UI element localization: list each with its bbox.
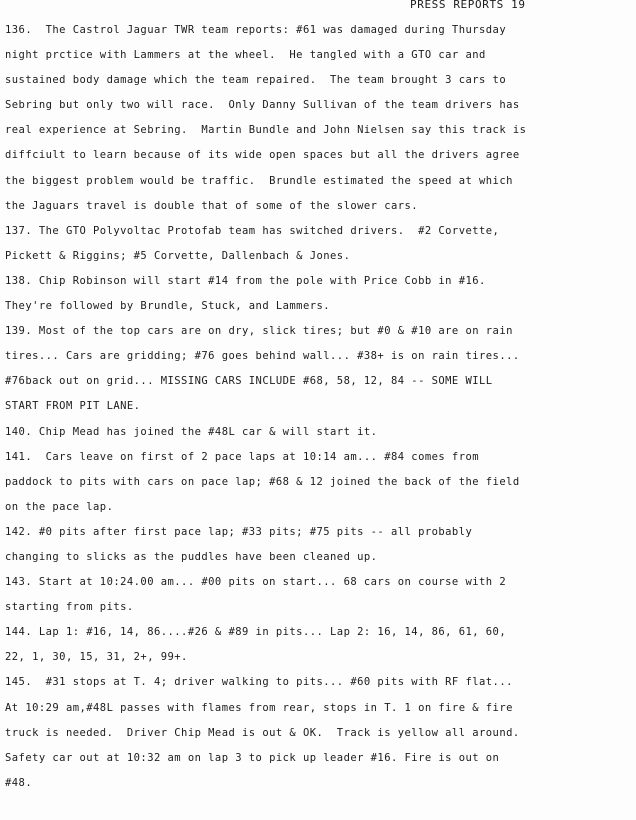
text-line: 140. Chip Mead has joined the #48L car & will start it. xyxy=(5,425,378,438)
text-line: START FROM PIT LANE. xyxy=(5,400,141,413)
text-line: 139. Most of the top cars are on dry, slick tires; but #0 & #10 are on rain xyxy=(5,325,513,338)
report-body xyxy=(5,18,633,796)
text-line: sustained body damage which the team repaired. The team brought 3 cars to xyxy=(5,74,507,87)
text-line: At 10:29 am,#48L passes with flames from rear, stops in T. 1 on fire & fire xyxy=(5,701,513,714)
text-line: 137. The GTO Polyvoltac Protofab team has switched drivers. #2 Corvette, xyxy=(5,224,500,237)
text-line: 144. Lap 1: #16, 14, 86....#26 & #89 in pits... Lap 2: 16, 14, 86, 61, 60, xyxy=(5,626,507,639)
text-line: night prctice with Lammers at the wheel. He tangled with a GTO car and xyxy=(5,49,486,62)
text-line: 142. #0 pits after first pace lap; #33 pits; #75 pits -- all probably xyxy=(5,525,473,538)
text-line: Sebring but only two will race. Only Danny Sullivan of the team drivers has xyxy=(5,99,520,112)
text-line: 136. The Castrol Jaguar TWR team reports: #61 was damaged during Thursday xyxy=(5,24,507,36)
text-line: Pickett & Riggins; #5 Corvette, Dallenbach & Jones. xyxy=(5,249,351,262)
text-line: 138. Chip Robinson will start #14 from the pole with Price Cobb in #16. xyxy=(5,274,486,287)
text-line: truck is needed. Driver Chip Mead is out & OK. Track is yellow all around. xyxy=(5,726,520,739)
text-line: the biggest problem would be traffic. Brundle estimated the speed at which xyxy=(5,174,513,187)
text-line: 22, 1, 30, 15, 31, 2+, 99+. xyxy=(5,651,188,664)
text-line: They're followed by Brundle, Stuck, and Lammers. xyxy=(5,300,331,313)
text-line: the Jaguars travel is double that of some of the slower cars. xyxy=(5,199,419,212)
text-line: on the pace lap. xyxy=(5,500,114,513)
text-line: diffciult to learn because of its wide open spaces but all the drivers agree xyxy=(5,149,520,162)
text-line: 143. Start at 10:24.00 am... #00 pits on start... 68 cars on course with 2 xyxy=(5,576,507,589)
text-line: 141. Cars leave on first of 2 pace laps at 10:14 am... #84 comes from xyxy=(5,450,480,463)
text-line: changing to slicks as the puddles have been cleaned up. xyxy=(5,550,378,563)
text-line: #48. xyxy=(5,776,33,789)
text-line: paddock to pits with cars on pace lap; #68 & 12 joined the back of the field xyxy=(5,475,520,488)
text-line: Safety car out at 10:32 am on lap 3 to pick up leader #16. Fire is out on xyxy=(5,751,500,764)
text-line: #76back out on grid... MISSING CARS INCLUDE #68, 58, 12, 84 -- SOME WILL xyxy=(5,375,493,388)
text-line: real experience at Sebring. Martin Bundle and John Nielsen say this track is xyxy=(5,124,527,137)
text-line: tires... Cars are gridding; #76 goes behind wall... #38+ is on rain tires... xyxy=(5,350,520,363)
page-header: PRESS REPORTS 19 xyxy=(410,0,526,11)
text-line: starting from pits. xyxy=(5,601,134,614)
text-line: 145. #31 stops at T. 4; driver walking to pits... #60 pits with RF flat... xyxy=(5,676,513,689)
